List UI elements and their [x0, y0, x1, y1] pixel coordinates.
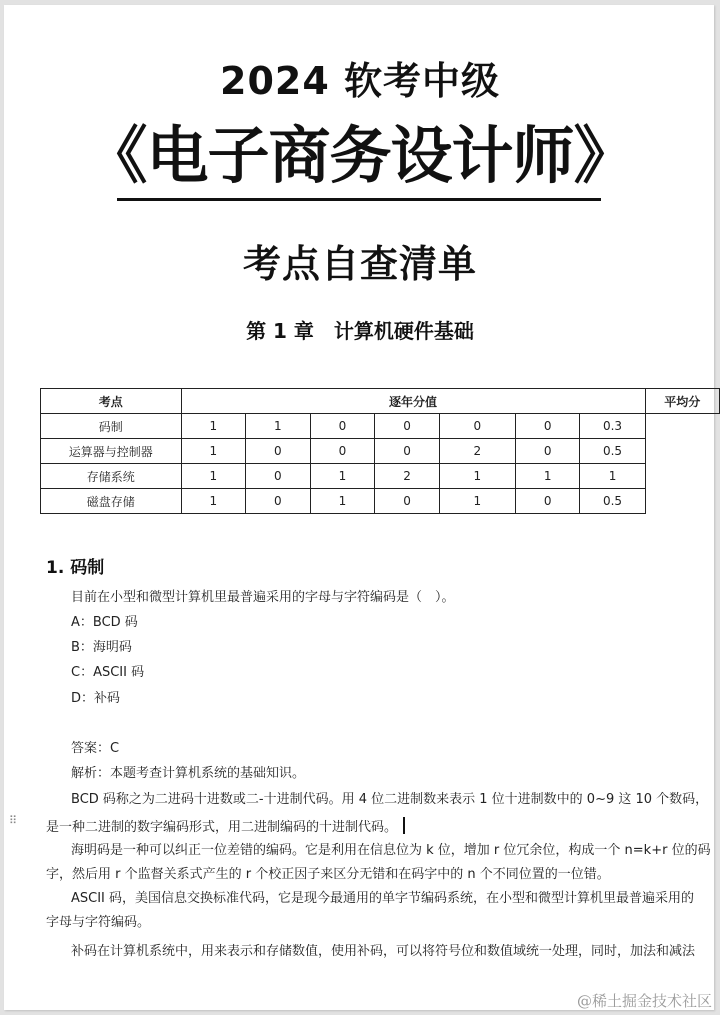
- paragraph-hamming-line1: 海明码是一种可以纠正一位差错的编码。它是利用在信息位为 k 位，增加 r 位冗余位，构成一个 n=k+r 位的码: [71, 843, 711, 858]
- cell-average: 0.3: [580, 414, 645, 439]
- watermark: @稀土掘金技术社区: [576, 992, 712, 1010]
- cell-year-value: 0: [515, 414, 580, 439]
- text-cursor: [403, 817, 405, 834]
- paragraph-complement-line1: 补码在计算机系统中，用来表示和存储数值，使用补码，可以将符号位和数值域统一处理，同时，加法和减法: [71, 944, 696, 959]
- paragraph-ascii-line1: ASCII 码，美国信息交换标准代码，它是现今最通用的单字节编码系统，在小型和微型计算机里最普遍采用的: [71, 891, 695, 906]
- chapter-number: 第 1 章: [246, 319, 314, 343]
- chapter-heading: [0, 316, 720, 346]
- analysis-text: 解析：本题考查计算机系统的基础知识。: [71, 766, 306, 781]
- table-row: [41, 439, 720, 464]
- cell-year-value: 1: [439, 464, 515, 489]
- table-header-row: [41, 389, 720, 414]
- paragraph-ascii-line2: 字母与字符编码。: [46, 915, 151, 930]
- paragraph-bcd-line2-text: 是一种二进制的数字编码形式，用二进制编码的十进制代码。: [46, 820, 398, 835]
- title-underline: [117, 198, 601, 201]
- cell-year-value: 0: [515, 439, 580, 464]
- cell-year-value: 1: [310, 464, 375, 489]
- option-d: D：补码: [71, 691, 121, 706]
- header-yearly: 逐年分值: [181, 389, 645, 414]
- option-a: A：BCD 码: [71, 615, 138, 630]
- cell-year-value: 0: [375, 489, 440, 514]
- score-table: [40, 388, 720, 514]
- cell-year-value: 1: [515, 464, 580, 489]
- cell-year-value: 0: [246, 489, 311, 514]
- header-average: 平均分: [645, 389, 719, 414]
- table-row: [41, 489, 720, 514]
- question-text: 目前在小型和微型计算机里最普遍采用的字母与字符编码是（ ）。: [71, 590, 455, 605]
- cell-average: 0.5: [580, 439, 645, 464]
- cell-year-value: 1: [310, 489, 375, 514]
- cell-year-value: 0: [515, 489, 580, 514]
- cell-year-value: 0: [310, 439, 375, 464]
- cell-year-value: 2: [375, 464, 440, 489]
- cell-year-value: 0: [375, 439, 440, 464]
- header-topic: 考点: [41, 389, 182, 414]
- cell-topic: 码制: [41, 414, 182, 439]
- cell-year-value: 1: [181, 414, 246, 439]
- drag-handle-icon[interactable]: ⠿: [9, 814, 19, 827]
- cell-topic: 存储系统: [41, 464, 182, 489]
- cell-year-value: 1: [246, 414, 311, 439]
- cell-year-value: 2: [439, 439, 515, 464]
- cell-year-value: 1: [181, 489, 246, 514]
- option-c: C：ASCII 码: [71, 665, 145, 680]
- paragraph-bcd-line2[interactable]: [46, 817, 405, 837]
- cell-average: 1: [580, 464, 645, 489]
- cell-topic: 磁盘存储: [41, 489, 182, 514]
- table-row: [41, 464, 720, 489]
- section-heading: 1. 码制: [46, 558, 105, 578]
- paragraph-bcd-line1: BCD 码称之为二进码十进数或二-十进制代码。用 4 位二进制数来表示 1 位十进制数中的 0~9 这 10 个数码，: [71, 792, 709, 807]
- table-row: [41, 414, 720, 439]
- cell-year-value: 0: [375, 414, 440, 439]
- cell-year-value: 1: [181, 464, 246, 489]
- cell-year-value: 0: [246, 439, 311, 464]
- title-exam-level: 2024 软考中级: [220, 59, 500, 103]
- chapter-name: 计算机硬件基础: [333, 319, 474, 343]
- title-subject: 《电子商务设计师》: [85, 119, 635, 192]
- option-b: B：海明码: [71, 640, 132, 655]
- cell-year-value: 1: [439, 489, 515, 514]
- title-checklist: 考点自查清单: [242, 242, 477, 286]
- cell-year-value: 0: [246, 464, 311, 489]
- cell-topic: 运算器与控制器: [41, 439, 182, 464]
- cell-year-value: 0: [310, 414, 375, 439]
- cell-year-value: 1: [181, 439, 246, 464]
- cell-year-value: 0: [439, 414, 515, 439]
- answer-text: 答案：C: [71, 741, 120, 756]
- cell-average: 0.5: [580, 489, 645, 514]
- paragraph-hamming-line2: 字，然后用 r 个监督关系式产生的 r 个校正因子来区分无错和在码字中的 n 个不同位置的一位错。: [46, 867, 610, 882]
